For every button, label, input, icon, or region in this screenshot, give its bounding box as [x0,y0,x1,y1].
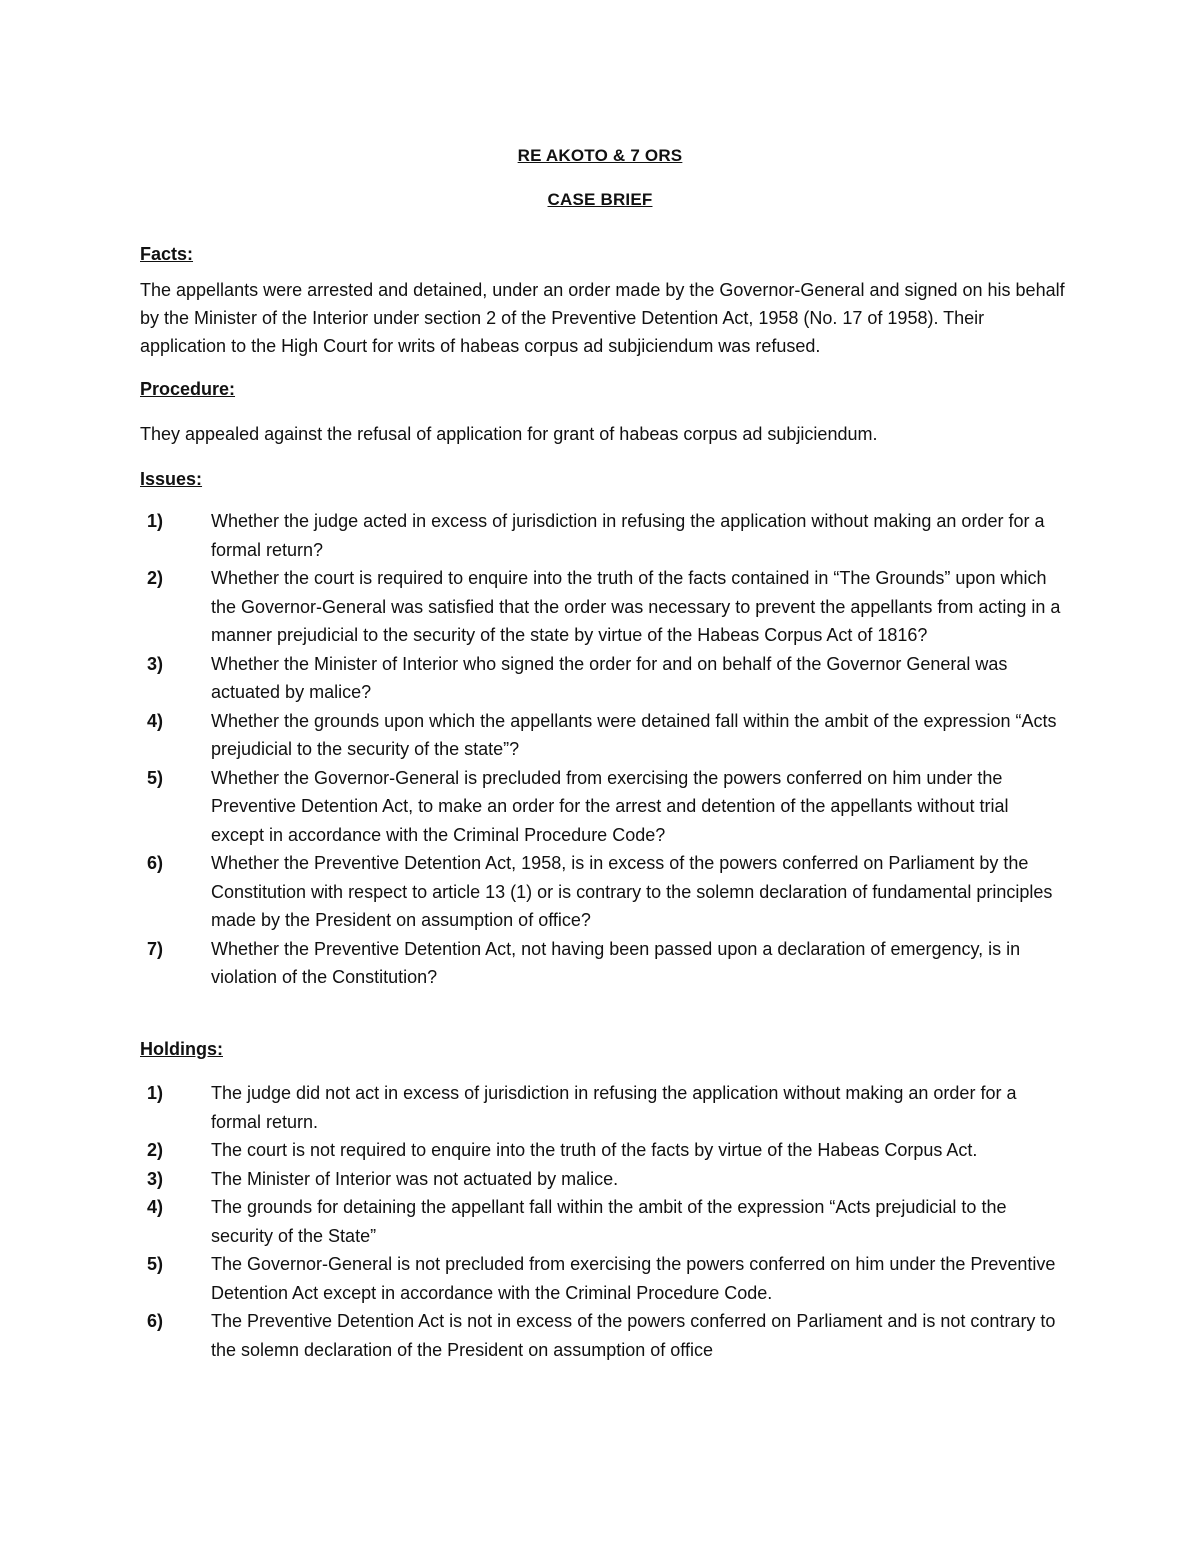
holdings-heading: Holdings: [140,1039,223,1059]
issues-heading: Issues: [140,469,203,489]
list-item-text: The Preventive Detention Act is not in excess of the powers conferred on Parliament and is not contrary to the solemn declaration of the President on assumption of office [211,1311,1056,1360]
list-item [140,1136,1065,1165]
list-item-number: 3) [147,653,164,674]
list-item-number: 6) [147,853,164,873]
list-item [140,1165,1065,1194]
issues-list [140,507,1065,992]
document-subtitle: CASE BRIEF [547,190,653,209]
list-item-text: Whether the Minister of Interior who signed the order for and on behalf of the Governor General was actuated by malice? [211,653,1008,702]
list-item-text: Whether the court is required to enquire into the truth of the facts contained in “The Grounds” upon which the Governor-General was satisfied that the order was necessary to prevent the appellants from acting in a manner prejudicial to the security of the state by virtue of the Habeas Corpus Act of 1816? [211,568,1061,645]
list-item [140,1250,1065,1307]
holdings-list [140,1079,1065,1364]
list-item-number: 6) [147,1311,164,1331]
list-item-text: Whether the Preventive Detention Act, 1958, is in excess of the powers conferred on Parliament by the Constitution with respect to article 13 (1) or is contrary to the solemn declaration of fundamental principles made by the President on assumption of office? [211,853,1053,930]
list-item [140,1307,1065,1364]
list-item-number: 5) [147,1254,164,1274]
list-item-text: The Governor-General is not precluded from exercising the powers conferred on him under the Preventive Detention Act except in accordance with the Criminal Procedure Code. [211,1254,1056,1303]
list-item [140,1193,1065,1250]
list-item-text: The grounds for detaining the appellant fall within the ambit of the expression “Acts prejudicial to the security of the State” [211,1197,1007,1246]
list-item-text: Whether the grounds upon which the appellants were detained fall within the ambit of the expression “Acts prejudicial to the security of the state”? [211,710,1057,759]
list-item [140,764,1065,850]
list-item-number: 2) [147,1140,164,1160]
list-item-number: 1) [147,1083,164,1103]
list-item [140,707,1065,764]
list-item-number: 7) [147,938,164,959]
list-item-text: Whether the Governor-General is precluded from exercising the powers conferred on him under the Preventive Detention Act, to make an order for the arrest and detention of the appellants without trial except in accordance with the Criminal Procedure Code? [211,767,1009,845]
list-item-text: Whether the Preventive Detention Act, not having been passed upon a declaration of emergency, is in violation of the Constitution? [211,938,1021,987]
list-item-text: Whether the judge acted in excess of jurisdiction in refusing the application without making an order for a formal return? [211,511,1045,560]
list-item-number: 1) [147,511,164,531]
list-item [140,507,1065,564]
list-item-text: The court is not required to enquire into the truth of the facts by virtue of the Habeas Corpus Act. [211,1140,978,1160]
list-item-text: The Minister of Interior was not actuated by malice. [211,1168,619,1189]
list-item-text: The judge did not act in excess of jurisdiction in refusing the application without making an order for a formal return. [211,1083,1017,1132]
list-item [140,849,1065,935]
list-item-number: 2) [147,568,164,588]
procedure-heading: Procedure: [140,379,236,399]
list-item [140,650,1065,707]
list-item [140,1079,1065,1136]
procedure-paragraph: They appealed against the refusal of application for grant of habeas corpus ad subjiciendum. [140,424,878,444]
list-item-number: 5) [147,767,164,788]
list-item-number: 3) [147,1168,164,1189]
facts-heading: Facts: [140,244,194,264]
facts-paragraph: The appellants were arrested and detained, under an order made by the Governor-General and signed on his behalf by the Minister of the Interior under section 2 of the Preventive Detention Act, 1958 (No. 17 of 1958). Their application to the High Court for writs of habeas corpus ad subjiciendum was refused. [140,280,1065,356]
list-item [140,564,1065,650]
list-item-number: 4) [147,1197,164,1217]
list-item-number: 4) [147,710,164,731]
list-item [140,935,1065,992]
document-title: RE AKOTO & 7 ORS [517,146,683,165]
